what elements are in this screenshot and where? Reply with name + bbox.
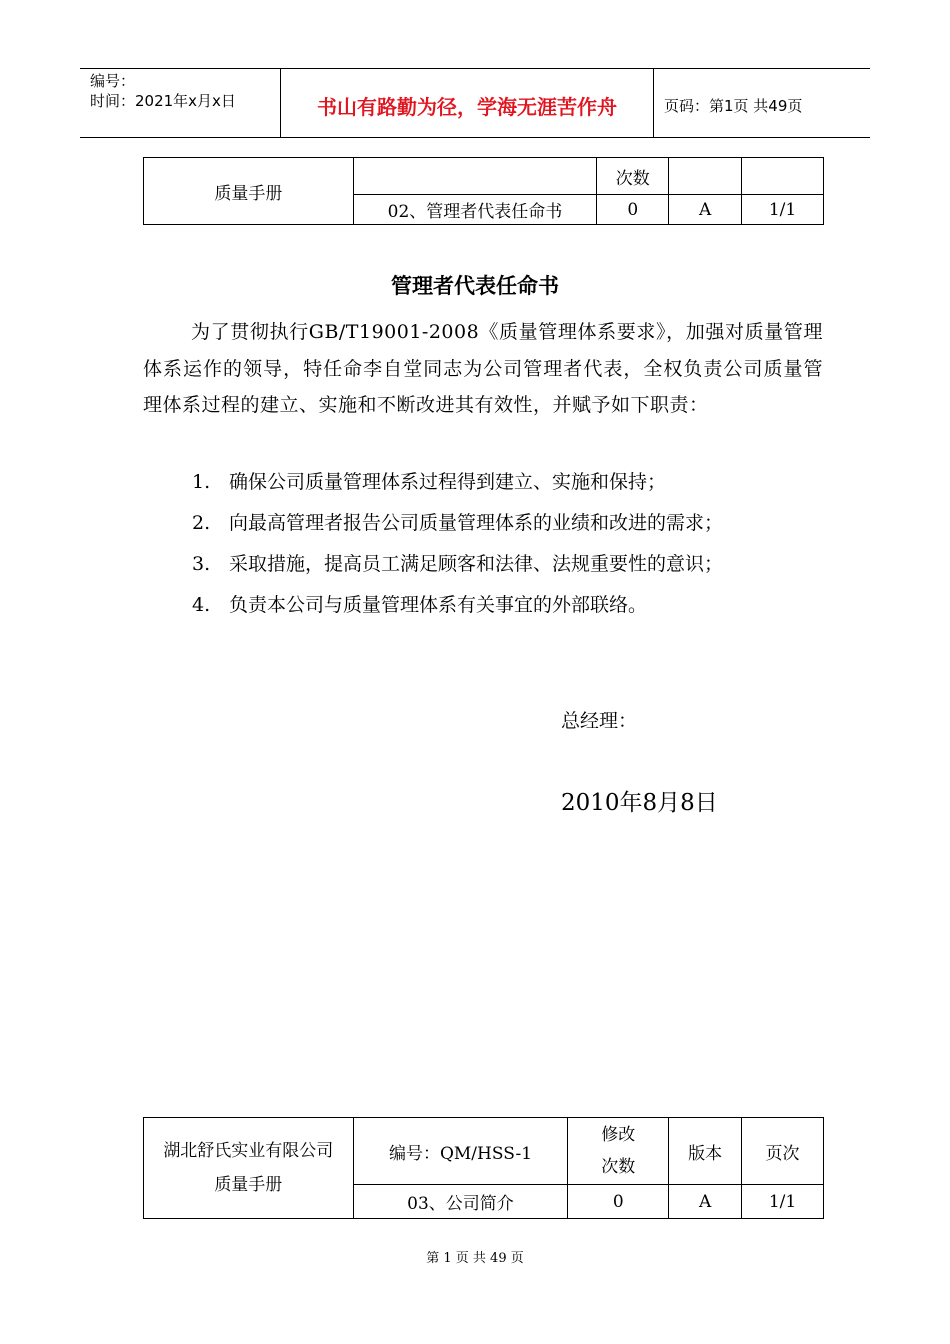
bottom-table-version: A [669, 1185, 742, 1219]
bottom-table-manual-name: 质量手册 [214, 1175, 283, 1195]
bottom-table-revision-header-line1: 修改 [601, 1125, 636, 1145]
header-page-info: 页码：第1页 共49页 [664, 96, 803, 115]
duty-number: 4. [192, 594, 211, 616]
duty-text: 向最高管理者报告公司质量管理体系的业绩和改进的需求； [229, 512, 724, 534]
bottom-table-revision-header-line2: 次数 [601, 1157, 636, 1177]
duty-item [192, 546, 723, 587]
document-title: 管理者代表任命书 [391, 274, 559, 298]
signature-date: 2010年8月8日 [561, 790, 718, 816]
bottom-table-code: 编号：QM/HSS-1 [353, 1118, 568, 1185]
duty-text: 负责本公司与质量管理体系有关事宜的外部联络。 [229, 594, 648, 616]
bottom-table-company-name: 湖北舒氏实业有限公司 [163, 1141, 334, 1161]
page-footer: 第 1 页 共 49 页 [426, 1251, 524, 1266]
top-table-code-cell [353, 158, 597, 195]
top-table-page-header [742, 158, 824, 195]
bottom-doc-table [143, 1117, 824, 1219]
header-number-label: 编号： [90, 72, 136, 90]
page-header [80, 68, 870, 138]
duty-text: 确保公司质量管理体系过程得到建立、实施和保持； [229, 471, 667, 493]
bottom-table-revision-header [568, 1118, 669, 1185]
duty-number: 3. [192, 553, 211, 575]
duty-number: 1. [192, 471, 211, 493]
top-table-company-cell: 质量手册 [144, 158, 354, 225]
top-table-revision: 0 [597, 195, 669, 225]
header-motto: 书山有路勤为径，学海无涯苦作舟 [281, 69, 654, 137]
bottom-table-page: 1/1 [742, 1185, 824, 1219]
duty-number: 2. [192, 512, 211, 534]
duty-item [192, 587, 723, 628]
top-table-section: 02、管理者代表任命书 [353, 195, 597, 225]
duty-item [192, 505, 723, 546]
bottom-table-version-header: 版本 [669, 1118, 742, 1185]
bottom-table-company-cell [144, 1118, 354, 1219]
top-doc-table [143, 157, 824, 225]
duty-text: 采取措施，提高员工满足顾客和法律、法规重要性的意识； [229, 553, 724, 575]
top-table-revision-header: 次数 [597, 158, 669, 195]
bottom-table-page-header: 页次 [742, 1118, 824, 1185]
bottom-table-section: 03、公司简介 [353, 1185, 568, 1219]
header-time-label: 时间：2021年x月x日 [90, 92, 236, 110]
bottom-table-revision: 0 [568, 1185, 669, 1219]
top-table-version: A [669, 195, 742, 225]
duties-list [192, 464, 723, 628]
header-meta [80, 69, 281, 137]
top-table-version-header [669, 158, 742, 195]
signature-label: 总经理： [561, 710, 638, 732]
duty-item [192, 464, 723, 505]
intro-paragraph: 为了贯彻执行GB/T19001-2008《质量管理体系要求》，加强对质量管理体系运作的领导，特任命李自堂同志为公司管理者代表，全权负责公司质量管理体系过程的建立、实施和不断改进其有效性，并赋予如下职责： [143, 321, 823, 416]
top-table-page: 1/1 [742, 195, 824, 225]
